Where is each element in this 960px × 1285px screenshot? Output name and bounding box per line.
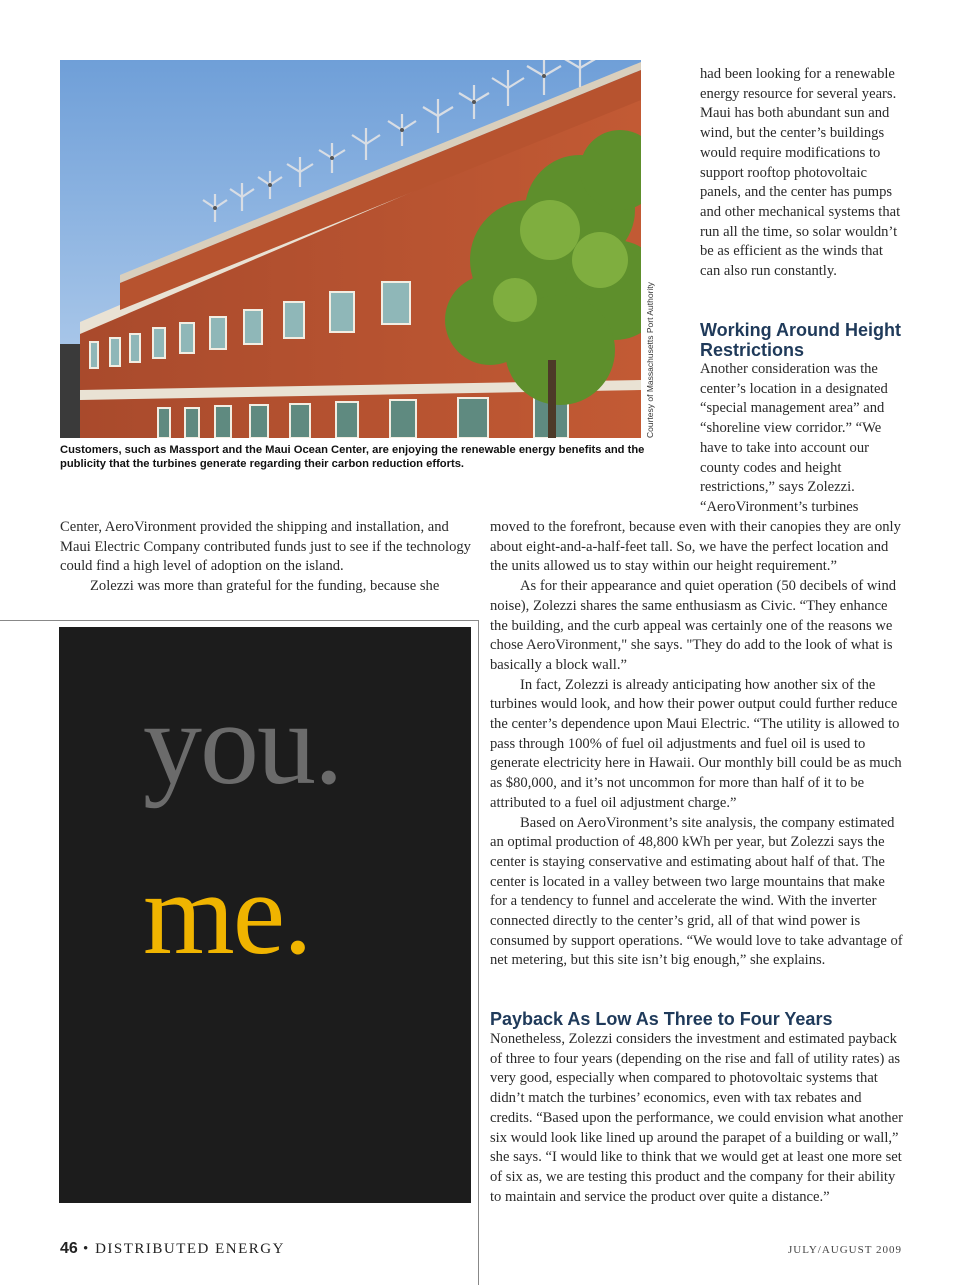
left-column-text — [60, 518, 474, 597]
divider-rule — [478, 620, 479, 1285]
ad-word-you: you. — [143, 678, 342, 809]
issue-date: JULY/AUGUST 2009 — [787, 1244, 902, 1256]
publication-name: DISTRIBUTED ENERGY — [95, 1241, 285, 1257]
footer-left — [60, 1240, 285, 1258]
right-main-column — [490, 518, 904, 971]
section-heading-payback: Payback As Low As Three to Four Years — [490, 1009, 833, 1029]
paragraph: Center, AeroVironment provided the shipping and installation, and Maui Electric Company contributed funds just to see if the technology could find a high level of adoption on the island. — [60, 519, 471, 575]
ad-word-me: me. — [143, 848, 311, 979]
photo-credit: Courtesy of Massachusetts Port Authority — [645, 282, 655, 438]
paragraph: Based on AeroVironment’s site analysis, the company estimated an optimal production of 48,800 kWh per year, but Zolezzi says the center is staying conservative and estimating about half of that. The center is located in a valley between two large mountains that make for a tendency to funnel and accelerate the wind. With the inverter connected directly to the center’s grid, all of that wind power is consumed by support operations. “We would love to take advantage of net metering, but this site isn’t big enough,” she explains. — [490, 814, 903, 969]
advertisement-box — [59, 627, 471, 1203]
right-main-column-continued — [490, 1030, 904, 1207]
divider-rule — [0, 620, 478, 621]
paragraph: Nonetheless, Zolezzi considers the investment and estimated payback of three to four years (depending on the rise and fall of utility rates) as very good, especially when compared to photovoltaic systems that didn’t match the turbines’ economics, even with tax rebates and credits. “Based upon the performance, we could envision what another six would look like lined up around the parapet of a building or wall,” she says. “I would like to think that we would get at least one more set of six as, we are testing this product and the company for their ability to maintain and service the product over quite a distance.” — [490, 1031, 903, 1205]
footer-bullet: • — [83, 1241, 90, 1257]
building-turbines-photo — [60, 60, 641, 438]
right-top-column-continued — [700, 360, 905, 518]
section-heading-height-restrictions: Working Around Height Restrictions — [700, 320, 901, 360]
paragraph: In fact, Zolezzi is already anticipating how another six of the turbines would look, and how their power output could further reduce the center’s dependence upon Maui Electric. “The utility is allowed to pass through 100% of fuel oil adjustments and fuel oil is used to generate electricity here in Hawaii. Our monthly bill could be as much as $80,000, and it’s not uncommon for more than half of it to be attributed to a fuel oil adjustment charge.” — [490, 676, 902, 811]
page-number: 46 — [60, 1240, 78, 1257]
right-top-column — [700, 65, 905, 282]
paragraph: As for their appearance and quiet operation (50 decibels of wind noise), Zolezzi shares the same enthusiasm as Civic. “They enhance the building, and the curb appeal was certainly one of the reasons we chose AeroVironment," she says. "They do add to the look of what is basically a block wall.” — [490, 578, 897, 673]
paragraph: had been looking for a renewable energy resource for several years. Maui has both abundant sun and wind, but the center’s buildings would require modifications to support rooftop photovoltaic panels, and the center has pumps and other mechanical systems that run all the time, so solar wouldn’t be as efficient as the winds that can also run constantly. — [700, 66, 901, 280]
photo-caption: Customers, such as Massport and the Maui Ocean Center, are enjoying the renewable energy benefits and the publicity that the turbines generate regarding their carbon reduction efforts. — [60, 444, 645, 470]
paragraph: Another consideration was the center’s location in a designated “special management area” and “shoreline view corridor.” “We have to take into account our county codes and height restrictions,” says Zolezzi. “AeroVironment’s turbines — [700, 361, 888, 515]
paragraph: Zolezzi was more than grateful for the funding, because she — [90, 578, 440, 595]
paragraph: moved to the forefront, because even with their canopies they are only about eight-and-a-half-feet tall. So, we have the perfect location and the units allowed us to stay within our height requirement.” — [490, 519, 901, 575]
